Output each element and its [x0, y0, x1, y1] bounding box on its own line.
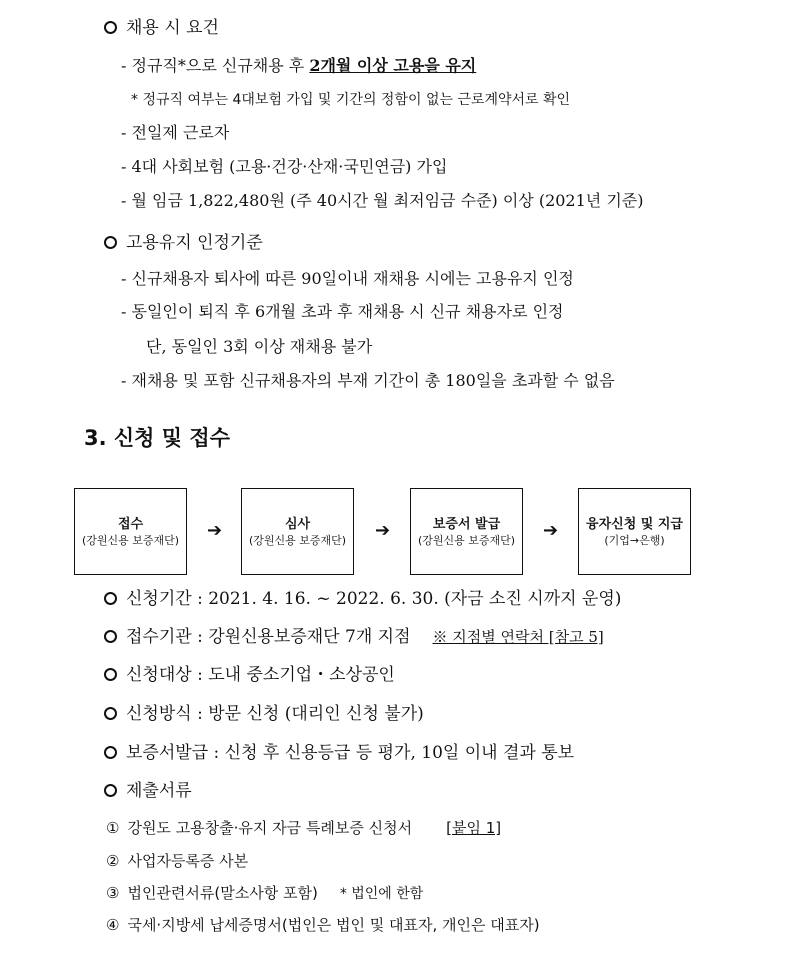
- info-period: 신청기간 : 2021. 4. 16. ~ 2022. 6. 30. (자금 소진 시까지 운영): [104, 589, 621, 609]
- doc-item-1: ① 강원도 고용창출·유지 자금 특례보증 신청서 [붙임 1]: [106, 819, 502, 837]
- info-agency: 접수기관 : 강원신용보증재단 7개 지점 ※ 지점별 연락처 [참고 5]: [104, 627, 604, 647]
- info-docs-title: 제출서류: [104, 781, 192, 801]
- flow-step-loan: 융자신청 및 지급 (기업→은행): [578, 488, 691, 575]
- circle-bullet-icon: [104, 707, 117, 720]
- hiring-item-1: - 정규직*으로 신규채용 후 2개월 이상 고용을 유지: [121, 56, 477, 75]
- circle-bullet-icon: [104, 668, 117, 681]
- hiring-item-3: - 4대 사회보험 (고용·건강·산재·국민연금) 가입: [121, 157, 448, 176]
- arrow-right-icon: ➔: [375, 520, 391, 541]
- doc-item-3-note: * 법인에 한함: [339, 886, 424, 902]
- flow-step-review: 심사 (강원신용 보증재단): [241, 488, 354, 575]
- info-issue: 보증서발급 : 신청 후 신용등급 등 평가, 10일 이내 결과 통보: [104, 743, 574, 763]
- doc-item-3: ③ 법인관련서류(말소사항 포함) * 법인에 한함: [106, 884, 424, 902]
- circle-bullet-icon: [104, 784, 117, 797]
- section-heading: 3. 신청 및 접수: [84, 426, 230, 450]
- doc-item-4: ④ 국세·지방세 납세증명서(법인은 법인 및 대표자, 개인은 대표자): [106, 916, 540, 934]
- flow-step-reception: 접수 (강원신용 보증재단): [74, 488, 187, 575]
- criteria-item-2-cont: 단, 동일인 3회 이상 재채용 불가: [146, 337, 373, 356]
- hiring-item-1-note: * 정규직 여부는 4대보험 가입 및 기간의 정함이 없는 근로계약서로 확인: [131, 92, 571, 108]
- emphasis-text: 2개월 이상 고용을 유지: [309, 56, 477, 75]
- info-method: 신청방식 : 방문 신청 (대리인 신청 불가): [104, 704, 424, 724]
- criteria-item-1: - 신규채용자 퇴사에 따른 90일이내 재채용 시에는 고용유지 인정: [121, 269, 574, 288]
- hiring-requirements-title: 채용 시 요건: [104, 18, 219, 38]
- info-target: 신청대상 : 도내 중소기업・소상공인: [104, 665, 395, 685]
- employment-criteria-title: 고용유지 인정기준: [104, 233, 263, 253]
- arrow-right-icon: ➔: [543, 520, 559, 541]
- attachment-reference: [붙임 1]: [446, 819, 502, 837]
- circle-bullet-icon: [104, 21, 117, 34]
- criteria-item-2: - 동일인이 퇴직 후 6개월 초과 후 재채용 시 신규 채용자로 인정: [121, 302, 564, 321]
- branch-contact-reference: ※ 지점별 연락처 [참고 5]: [432, 628, 604, 646]
- hiring-item-4: - 월 임금 1,822,480원 (주 40시간 월 최저임금 수준) 이상 (2021년 기준): [121, 191, 644, 210]
- doc-item-2: ② 사업자등록증 사본: [106, 852, 249, 870]
- circle-bullet-icon: [104, 236, 117, 249]
- circle-bullet-icon: [104, 592, 117, 605]
- hiring-item-2: - 전일제 근로자: [121, 123, 230, 142]
- circle-bullet-icon: [104, 630, 117, 643]
- arrow-right-icon: ➔: [207, 520, 223, 541]
- criteria-item-3: - 재채용 및 포함 신규채용자의 부재 기간이 총 180일을 초과할 수 없음: [121, 371, 615, 390]
- circle-bullet-icon: [104, 746, 117, 759]
- flow-step-issue: 보증서 발급 (강원신용 보증재단): [410, 488, 523, 575]
